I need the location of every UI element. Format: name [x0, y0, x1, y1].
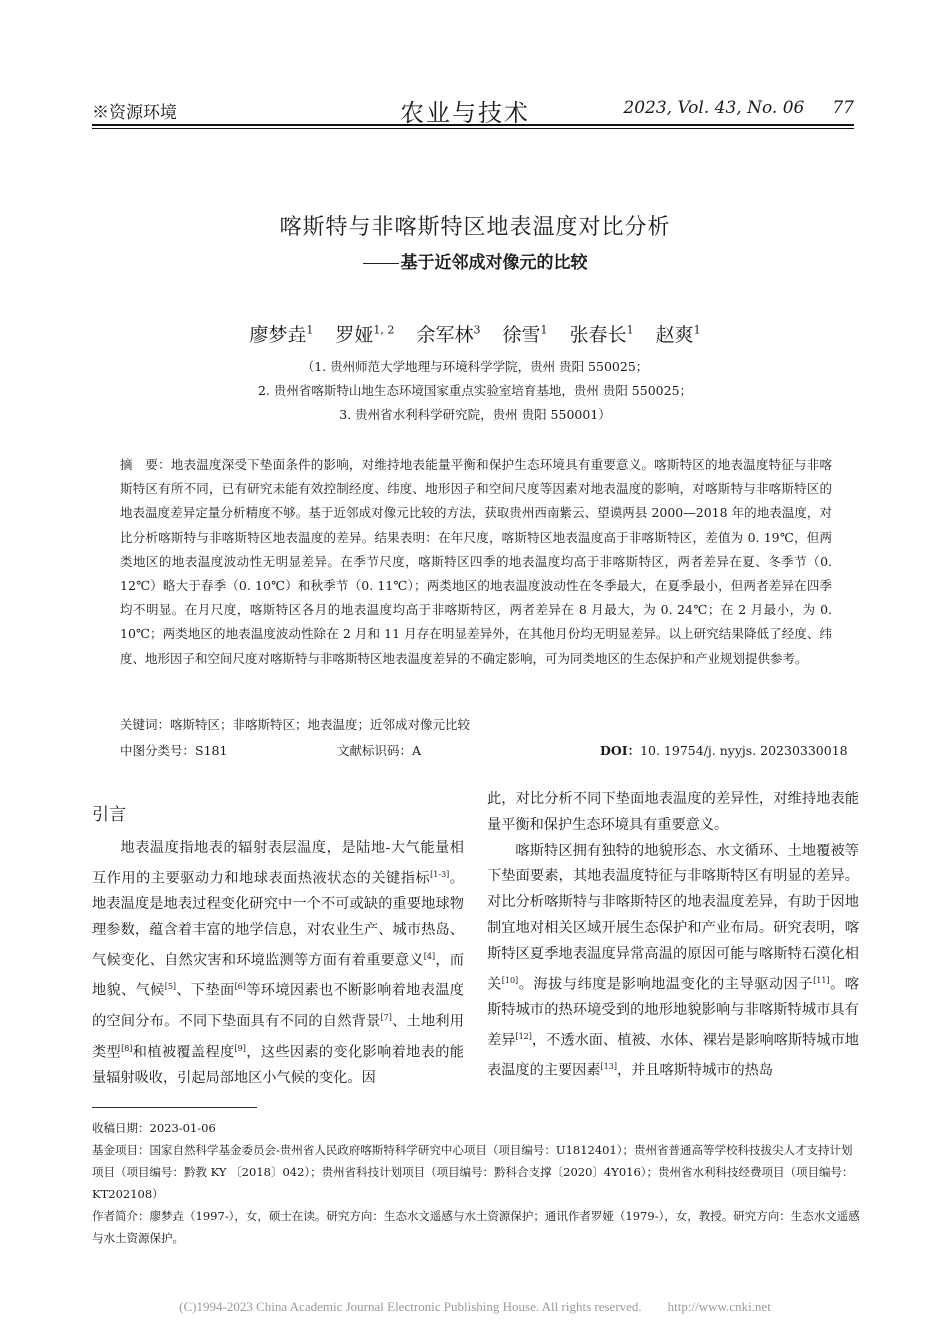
citation: [6] [234, 982, 246, 992]
page-number: 77 [832, 98, 854, 118]
citation: [7] [380, 1012, 392, 1022]
keywords: 关键词：喀斯特区；非喀斯特区；地表温度；近邻成对像元比较 [120, 717, 471, 732]
affiliation-2: 2. 贵州省喀斯特山地生态环境国家重点实验室培育基地，贵州 贵阳 550025； [257, 383, 693, 398]
paper-title: 喀斯特与非喀斯特区地表温度对比分析 [279, 215, 671, 240]
body-column-right [487, 787, 859, 1085]
citation: [4] [423, 951, 436, 961]
copyright-watermark: (C)1994-2023 China Academic Journal Electronic Publishing House. All rights reserved. http://www.cnki.net [179, 1299, 771, 1314]
subtitle-dash [363, 263, 399, 264]
header-rule [92, 124, 854, 126]
doi-label: DOI： [600, 743, 641, 758]
subtitle-text: 基于近邻成对像元的比较 [400, 253, 588, 273]
journal-name: 农业与技术 [400, 99, 530, 127]
author: 余军林$^3$ [416, 323, 481, 346]
section-heading: 引言 [92, 805, 126, 825]
author: 廖梦垚$^1$ [249, 323, 314, 346]
paragraph: 地表温度指地表的辐射表层温度，是陆地-大气能量相互作用的主要驱动力和地球表面热液状态的关键指标[1-3]。地表温度是地表过程变化研究中一个不可或缺的重要地球物理参数，蕴含着丰富的地学信息，对农业生产、城市热岛、气候变化、自然灾害和环境监测等方面有着重要意义[4]，而地貌、气候[5]、下垫面[6]等环境因素也不断影响着地表温度的空间分布。不同下垫面具有不同的自然背景[7]、土地利用类型[8]和植被覆盖程度[9]，这些因素的变化影响着地表的能量辐射吸收，引起局部地区小气候的变化。因 [92, 840, 464, 1087]
issue-text: 2023, Vol. 43, No. 06 [623, 98, 805, 118]
affiliation-3: 3. 贵州省水利科学研究院，贵州 贵阳 550001） [339, 407, 611, 422]
received-date: 收稿日期：2023-01-06 [92, 1121, 216, 1135]
paragraph: 喀斯特区拥有独特的地貌形态、水文循环、土地覆被等下垫面要素，其地表温度特征与非喀斯特区有明显的差异。对比分析喀斯特与非喀斯特区的地表温度差异，有助于因地制宜地对相关区域开展生态保护和产业布局。研究表明，喀斯特区夏季地表温度异常高温的原因可能与喀斯特石漠化相关[10]。海拔与纬度是影响地温变化的主导驱动因子[11]。喀斯特城市的热环境受到的地形地貌影响与非喀斯特城市具有差异[12]，不透水面、植被、水体、裸岩是影响喀斯特城市地表温度的主要因素[13]，并且喀斯特城市的热岛 [487, 842, 859, 1080]
header-rule-thin [92, 128, 854, 129]
citation: [13] [600, 1062, 617, 1072]
author: 徐雪$^1$ [502, 323, 548, 346]
paragraph-continued: 此，对比分析不同下垫面地表温度的差异性，对维持地表能量平衡和保护生态环境具有重要意义。 [487, 791, 859, 833]
citation: [8] [121, 1043, 133, 1053]
issue-info [623, 98, 854, 118]
citation: [5] [164, 982, 177, 992]
doi [600, 741, 848, 759]
author-list [0, 320, 950, 347]
paper-subtitle [0, 248, 950, 273]
author: 赵爽$^1$ [655, 323, 701, 346]
abstract: 摘 要：地表温度深受下垫面条件的影响，对维持地表能量平衡和保护生态环境具有重要意义。喀斯特区的地表温度特征与非喀斯特区有所不同，已有研究未能有效控制经度、纬度、地形因子和空间尺度等因素对地表温度的影响，对喀斯特与非喀斯特区的地表温度差异定量分析精度不够。基于近邻成对像元比较的方法，获取贵州西南紫云、望谟两县 2000—2018 年的地表温度，对比分析喀斯特与非喀斯特区地表温度的差异。结果表明：在年尺度，喀斯特区地表温度高于非喀斯特区，差值为 0. 19℃，但两类地区的地表温度波动性无明显差异。在季节尺度，喀斯特区四季的地表温度均高于非喀斯特区，两者差异在夏、冬季节（0. 12℃）略大于春季（0. 10℃）和秋季节（0. 11℃）；两类地区的地表温度波动性在冬季最大，在夏季最小，但两者差异在四季均不明显。在月尺度，喀斯特区各月的地表温度均高于非喀斯特区，两者差异在 8 月最大，为 0. 24℃；在 2 月最小，为 0. 10℃；两类地区的地表温度波动性除在 2 月和 11 月存在明显差异外，在其他月份均无明显差异。以上研究结果降低了经度、纬度、地形因子和空间尺度对喀斯特与非喀斯特区地表温度差异的不确定影响，可为同类地区的生态保护和产业规划提供参考。 [120, 457, 832, 666]
doi-value: 10. 19754/j. nyyjs. 20230330018 [640, 743, 848, 758]
classification-number: 中图分类号：S181 [120, 743, 228, 758]
affiliation-1: （1. 贵州师范大学地理与环境科学学院，贵州 贵阳 550025； [301, 359, 649, 374]
footnotes [92, 1117, 862, 1249]
author: 张春长$^1$ [569, 323, 634, 346]
citation: [12] [515, 1031, 532, 1041]
citation: [11] [813, 975, 830, 985]
body-column-left [92, 836, 464, 1092]
citation: [1-3] [430, 869, 450, 879]
fund-info: 基金项目：国家自然科学基金委员会-贵州省人民政府喀斯特科学研究中心项目（项目编号：U1812401）；贵州省普通高等学校科技拔尖人才支持计划项目（项目编号：黔教 KY 〔2018〕042）；贵州省科技计划项目（项目编号：黔科合支撑〔2020〕4Y016）；贵州省水利科技经费项目（项目编号：KT202108） [92, 1143, 854, 1201]
citation: [10] [501, 975, 519, 985]
section-label: ※资源环境 [92, 103, 177, 123]
footnote-rule [92, 1107, 257, 1108]
author: 罗娅$^{1, 2}$ [335, 323, 395, 346]
author-bio: 作者简介：廖梦垚（1997-），女，硕士在读。研究方向：生态水文遥感与水土资源保护；通讯作者罗娅（1979-），女，教授。研究方向：生态水文遥感与水土资源保护。 [92, 1209, 860, 1245]
document-code: 文献标识码：A [337, 743, 422, 758]
citation: [9] [234, 1043, 246, 1053]
